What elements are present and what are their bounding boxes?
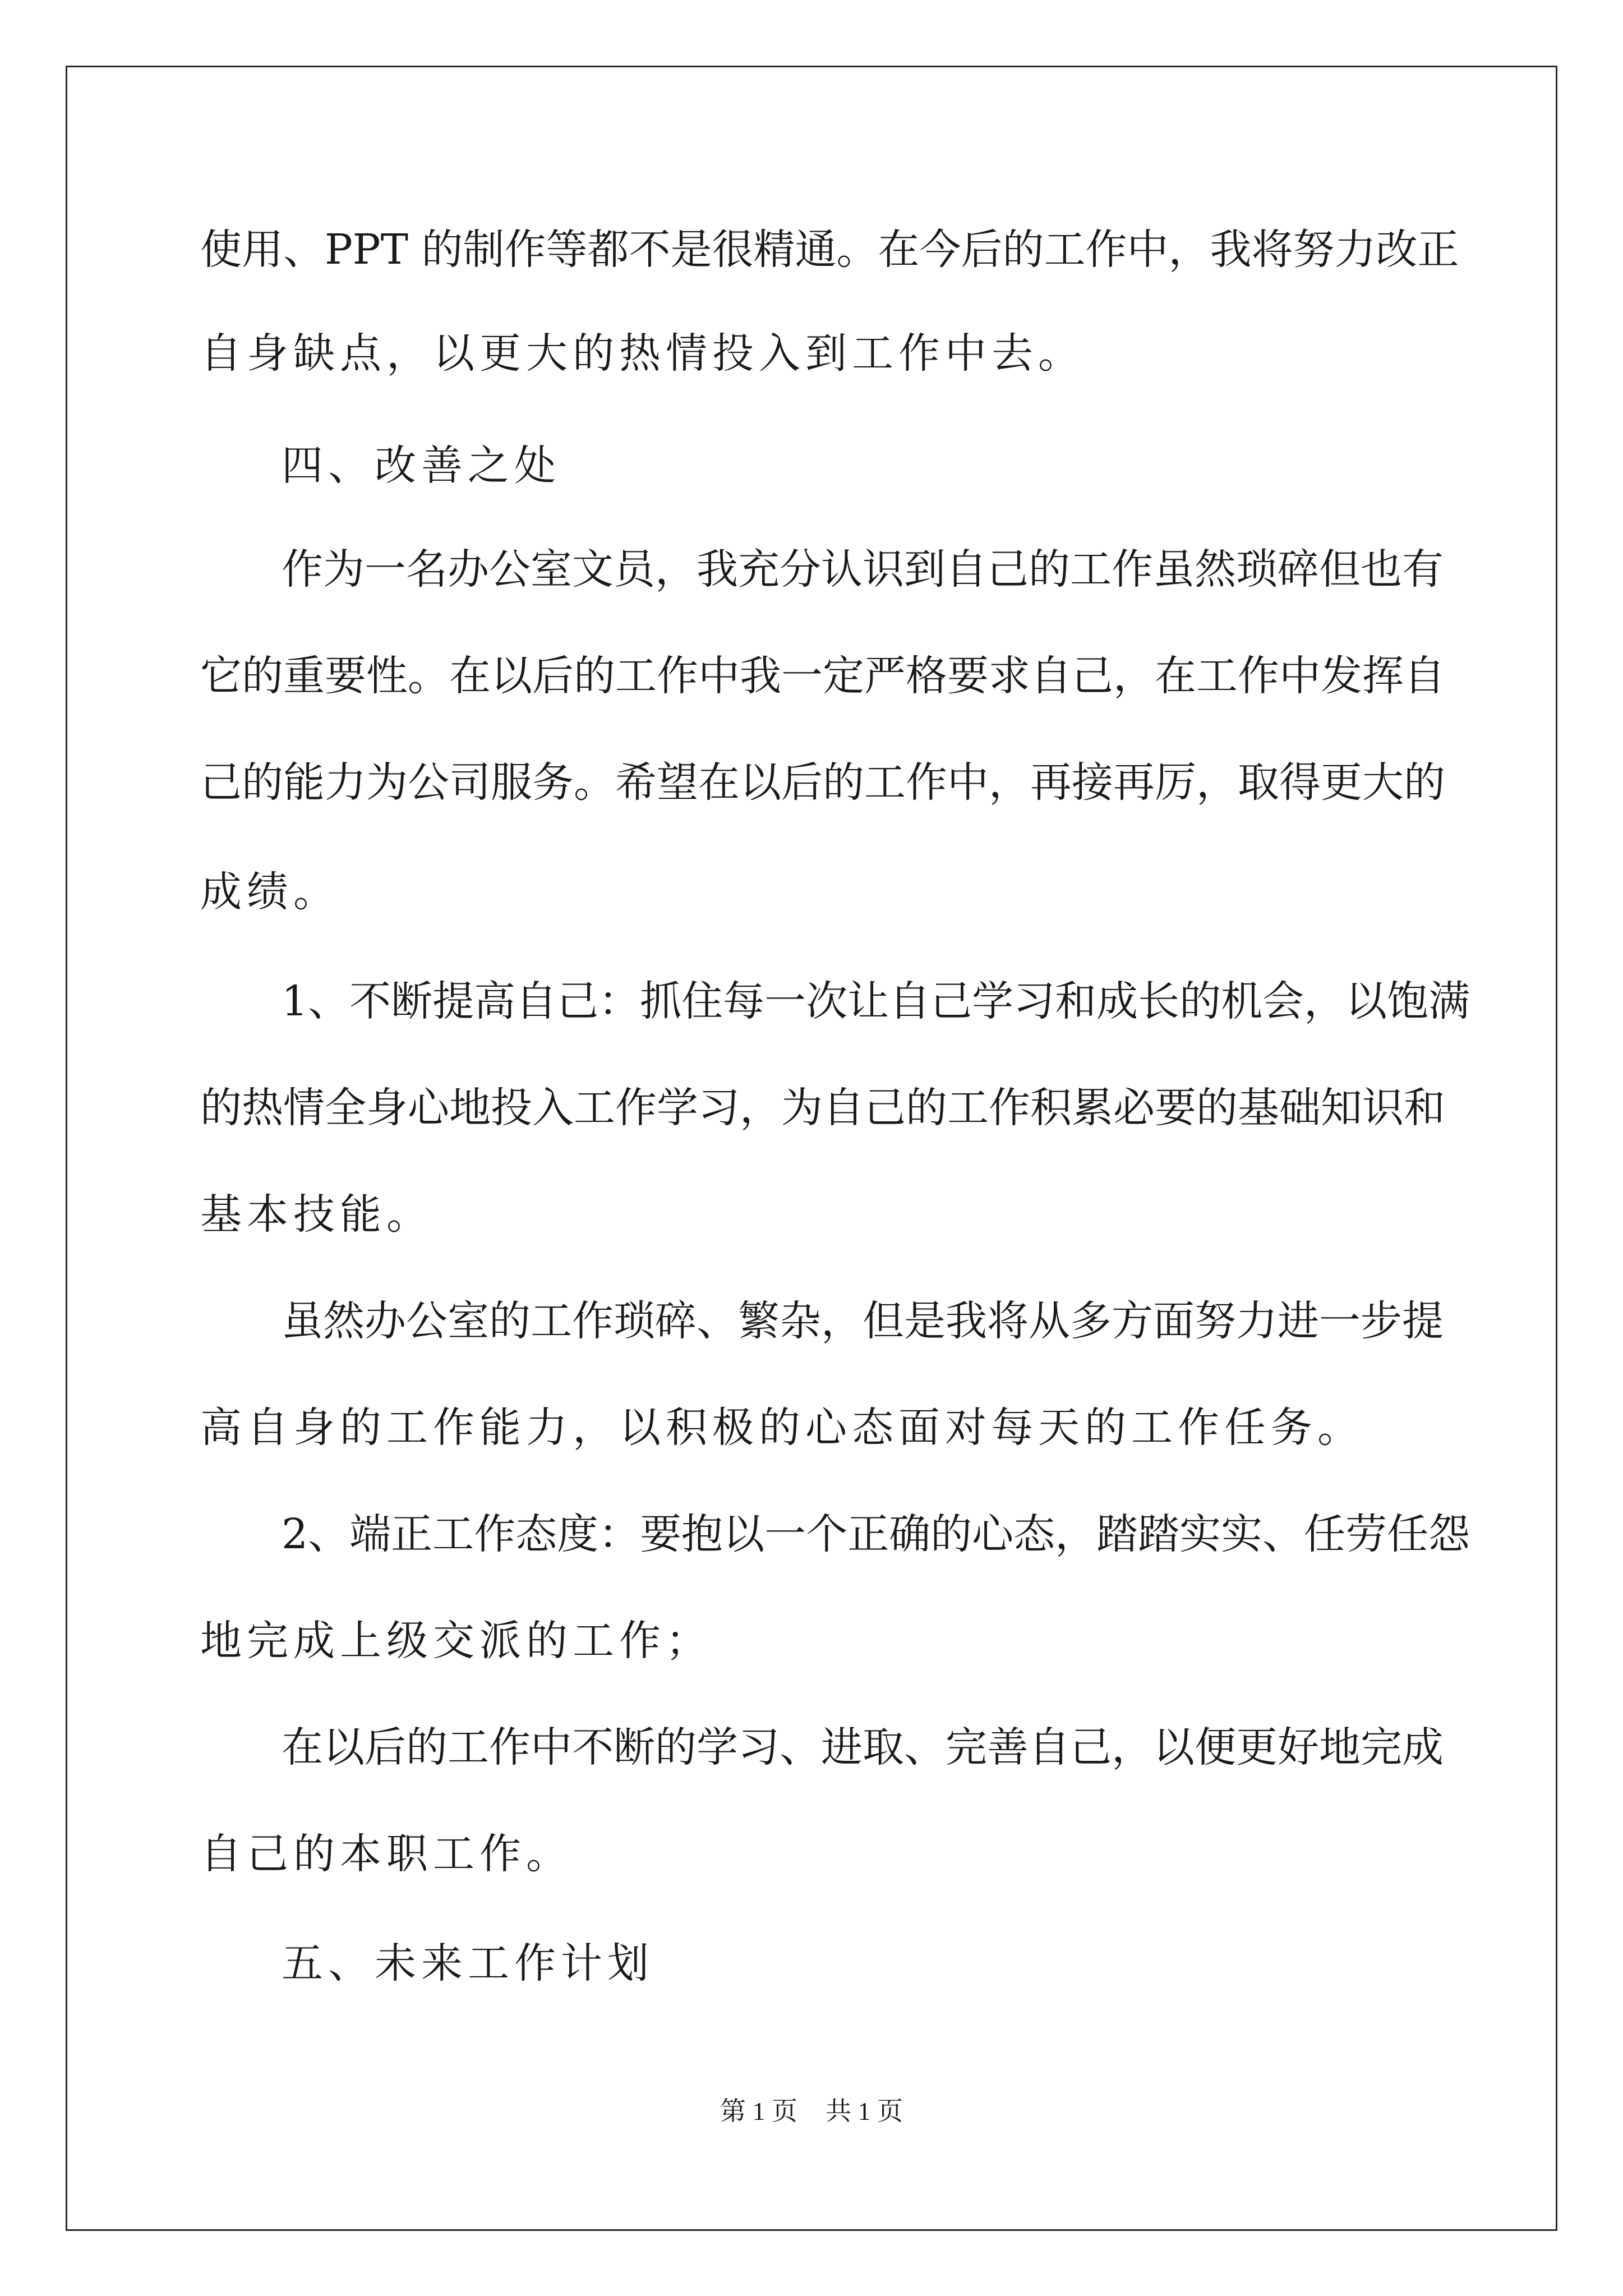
page-footer bbox=[0, 2095, 1623, 2128]
section-heading: 四、改善之处 bbox=[282, 441, 561, 490]
text-line: 1、不断提高自己：抓住每一次让自己学习和成长的机会，以饱满 bbox=[282, 977, 1470, 1025]
text-line: 地完成上级交派的工作； bbox=[200, 1617, 712, 1665]
text-line: 使用、PPT 的制作等都不是很精通。在今后的工作中，我将努力改正 bbox=[200, 226, 1459, 274]
text-line: 它的重要性。在以后的工作中我一定严格要求自己，在工作中发挥自 bbox=[200, 652, 1445, 700]
text-line: 自身缺点，以更大的热情投入到工作中去。 bbox=[200, 329, 1085, 378]
text-line: 2、端正工作态度：要抱以一个正确的心态，踏踏实实、任劳任怨 bbox=[282, 1510, 1470, 1558]
page-border bbox=[66, 66, 1557, 2231]
section-heading: 五、未来工作计划 bbox=[282, 1939, 654, 1987]
text-line: 虽然办公室的工作琐碎、繁杂，但是我将从多方面努力进一步提 bbox=[282, 1297, 1444, 1345]
text-line: 的热情全身心地投入工作学习，为自己的工作积累必要的基础知识和 bbox=[200, 1084, 1445, 1132]
text-line: 己的能力为公司服务。希望在以后的工作中，再接再厉，取得更大的 bbox=[200, 758, 1445, 807]
text-line: 自己的本职工作。 bbox=[200, 1830, 573, 1878]
text-line: 作为一名办公室文员，我充分认识到自己的工作虽然琐碎但也有 bbox=[282, 545, 1444, 593]
text-line: 成绩。 bbox=[200, 868, 340, 916]
page-number: 第 1 页 bbox=[720, 2097, 797, 2125]
text-line: 基本技能。 bbox=[200, 1190, 433, 1239]
page-count: 共 1 页 bbox=[826, 2097, 903, 2125]
text-line: 高自身的工作能力，以积极的心态面对每天的工作任务。 bbox=[200, 1404, 1364, 1452]
text-line: 在以后的工作中不断的学习、进取、完善自己，以便更好地完成 bbox=[282, 1723, 1444, 1772]
